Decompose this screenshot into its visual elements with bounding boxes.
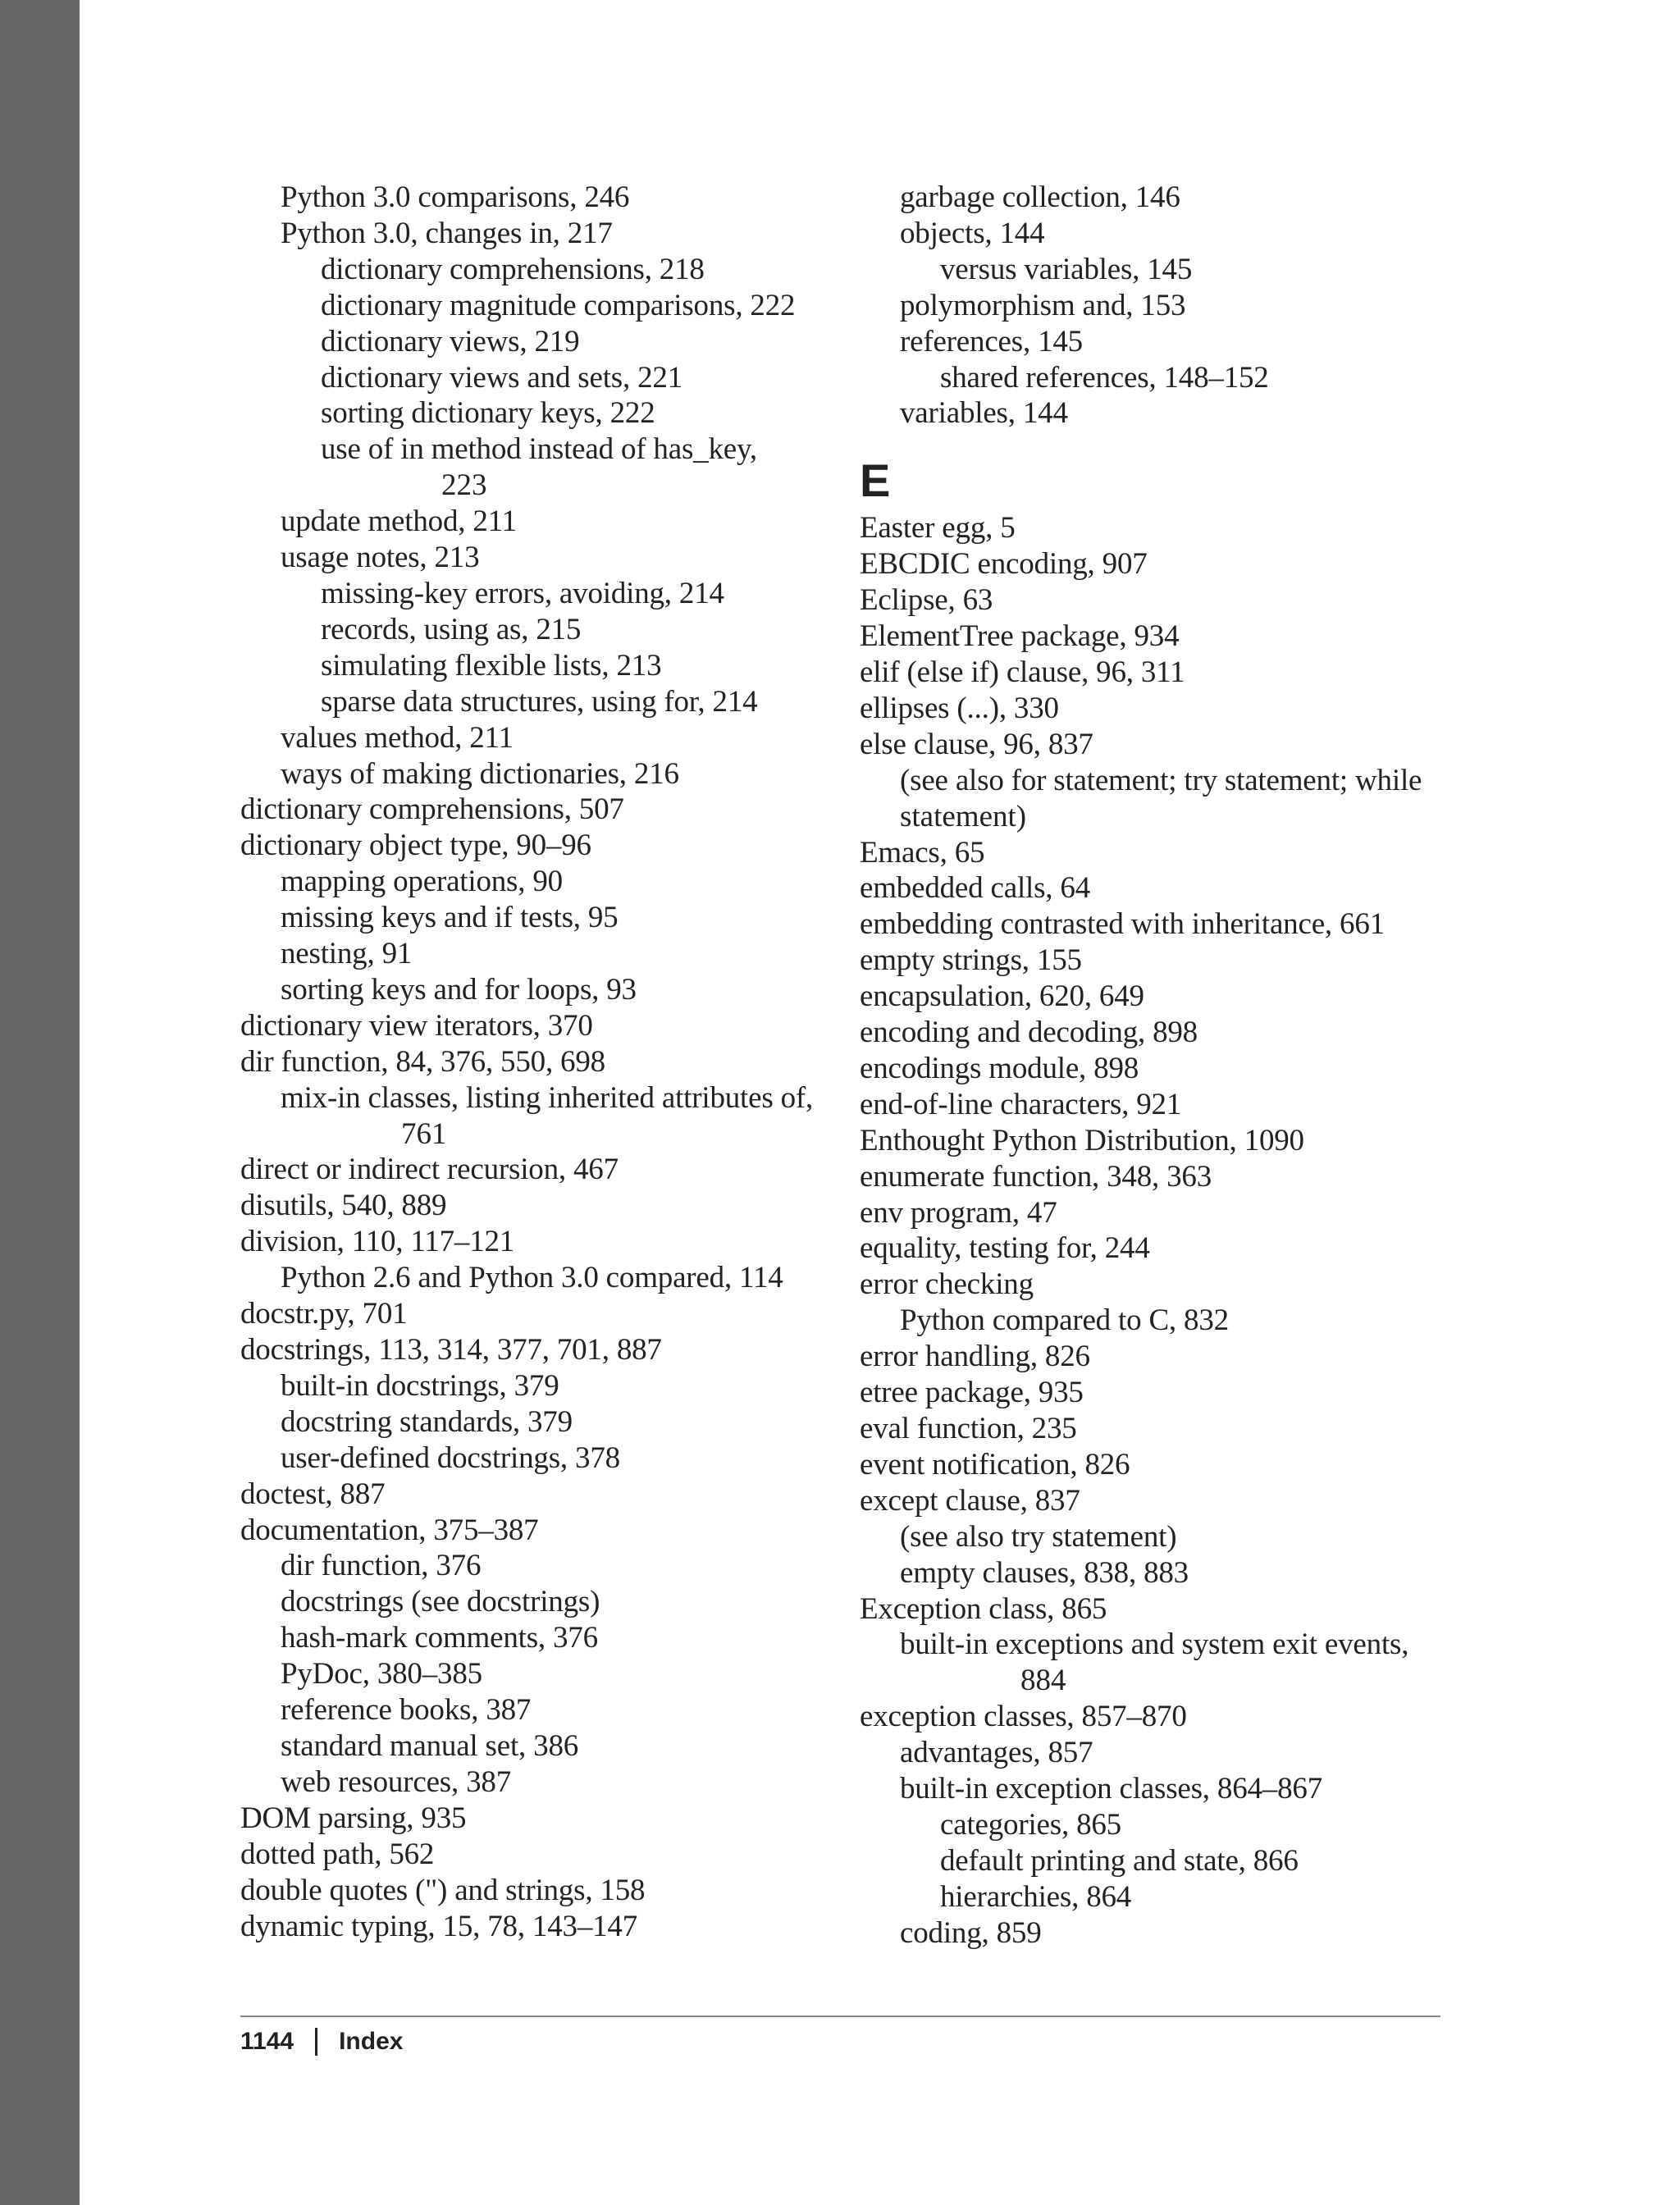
index-entry: dotted path, 562	[240, 1837, 435, 1871]
index-entry: ways of making dictionaries, 216	[281, 756, 679, 791]
index-entry: mix-in classes, listing inherited attributes of,	[281, 1080, 814, 1115]
index-entry: dynamic typing, 15, 78, 143–147	[240, 1909, 638, 1943]
index-entry: ElementTree package, 934	[860, 619, 1180, 654]
index-entry: Python 2.6 and Python 3.0 compared, 114	[281, 1261, 783, 1295]
index-entry: dir function, 376	[281, 1549, 482, 1583]
index-entry: web resources, 387	[281, 1764, 512, 1799]
index-entry: dictionary object type, 90–96	[240, 829, 591, 863]
index-entry: disutils, 540, 889	[240, 1189, 447, 1223]
index-entry: embedding contrasted with inheritance, 661	[860, 907, 1385, 942]
index-entry: values method, 211	[281, 720, 514, 755]
index-entry: EBCDIC encoding, 907	[860, 547, 1148, 582]
index-entry-continuation: 761	[401, 1116, 447, 1151]
index-entry-continuation: statement)	[900, 799, 1027, 833]
index-entry: DOM parsing, 935	[240, 1801, 467, 1835]
index-entry: PyDoc, 380–385	[281, 1657, 482, 1691]
index-entry: doctest, 887	[240, 1477, 386, 1511]
page-footer	[240, 2028, 403, 2056]
index-entry: dictionary comprehensions, 507	[240, 792, 624, 827]
index-entry: (see also for statement; try statement; while	[900, 763, 1422, 797]
index-entry: versus variables, 145	[940, 252, 1193, 286]
index-entry: categories, 865	[940, 1807, 1121, 1842]
index-entry: Enthought Python Distribution, 1090	[860, 1123, 1304, 1157]
index-entry: sorting dictionary keys, 222	[321, 396, 655, 431]
index-entry: error handling, 826	[860, 1340, 1090, 1374]
index-entry: docstrings, 113, 314, 377, 701, 887	[240, 1333, 662, 1367]
index-entry: missing-key errors, avoiding, 214	[321, 576, 724, 610]
index-entry: Python compared to C, 832	[900, 1303, 1229, 1338]
index-entry: coding, 859	[900, 1915, 1042, 1950]
index-entry: update method, 211	[281, 504, 517, 539]
index-entry: reference books, 387	[281, 1693, 532, 1728]
index-entry: ellipses (...), 330	[860, 691, 1059, 725]
index-entry: dictionary magnitude comparisons, 222	[321, 288, 796, 322]
index-entry: eval function, 235	[860, 1412, 1077, 1445]
index-entry: sparse data structures, using for, 214	[321, 684, 758, 719]
index-column-right	[860, 180, 1450, 1952]
footer-rule	[240, 2016, 1440, 2017]
index-entry: simulating flexible lists, 213	[321, 648, 662, 682]
index-entry: mapping operations, 90	[281, 865, 563, 899]
index-entry: empty strings, 155	[860, 943, 1082, 978]
index-entry: dictionary views and sets, 221	[321, 360, 682, 395]
index-entry: Eclipse, 63	[860, 583, 993, 618]
index-entry-continuation: 884	[1020, 1664, 1066, 1698]
index-entry: exception classes, 857–870	[860, 1700, 1187, 1734]
index-entry: built-in exceptions and system exit events,	[900, 1628, 1409, 1662]
index-entry: built-in exception classes, 864–867	[900, 1772, 1323, 1806]
index-entry: documentation, 375–387	[240, 1513, 539, 1547]
index-entry: docstring standards, 379	[281, 1404, 573, 1439]
footer-section-title: Index	[339, 2028, 404, 2055]
index-entry: use of in method instead of has_key,	[321, 432, 757, 467]
index-entry: event notification, 826	[860, 1447, 1130, 1481]
index-entry: dictionary comprehensions, 218	[321, 252, 705, 286]
index-entry: garbage collection, 146	[900, 180, 1180, 214]
index-entry: missing keys and if tests, 95	[281, 901, 619, 935]
index-entry: user-defined docstrings, 378	[281, 1440, 620, 1475]
index-entry: division, 110, 117–121	[240, 1225, 515, 1259]
index-entry: sorting keys and for loops, 93	[281, 972, 637, 1007]
index-entry: equality, testing for, 244	[860, 1231, 1150, 1266]
index-entry: end-of-line characters, 921	[860, 1087, 1182, 1121]
index-entry-continuation: 223	[441, 468, 487, 503]
index-entry: enumerate function, 348, 363	[860, 1159, 1212, 1194]
index-entry: records, using as, 215	[321, 612, 582, 646]
index-entry: built-in docstrings, 379	[281, 1368, 559, 1403]
index-entry: dictionary views, 219	[321, 324, 580, 358]
index-entry: else clause, 96, 837	[860, 727, 1093, 761]
page-number: 1144	[240, 2028, 294, 2055]
index-entry: standard manual set, 386	[281, 1728, 579, 1763]
index-group-e	[860, 510, 1450, 1951]
index-entry: hierarchies, 864	[940, 1879, 1132, 1914]
index-entry: double quotes (") and strings, 158	[240, 1873, 646, 1907]
index-entry: advantages, 857	[900, 1736, 1093, 1770]
index-entry: Easter egg, 5	[860, 511, 1016, 546]
index-entry: docstrings (see docstrings)	[281, 1585, 600, 1619]
index-entry: variables, 144	[900, 396, 1068, 431]
footer-separator	[315, 2028, 317, 2056]
index-entry: embedded calls, 64	[860, 871, 1091, 906]
index-entry: polymorphism and, 153	[900, 288, 1186, 322]
index-entry: dictionary view iterators, 370	[240, 1008, 593, 1043]
index-entry: env program, 47	[860, 1195, 1057, 1230]
index-entry: elif (else if) clause, 96, 311	[860, 655, 1185, 689]
index-entry: usage notes, 213	[281, 541, 480, 575]
index-entry: encodings module, 898	[860, 1051, 1139, 1085]
index-group-d-continued	[860, 180, 1450, 431]
index-entry: encapsulation, 620, 649	[860, 979, 1144, 1014]
index-entry: except clause, 837	[860, 1483, 1080, 1518]
index-entry: Exception class, 865	[860, 1591, 1107, 1626]
index-entry: encoding and decoding, 898	[860, 1016, 1198, 1050]
index-entry: error checking	[860, 1267, 1034, 1302]
index-entry: references, 145	[900, 324, 1083, 358]
index-entry: Python 3.0, changes in, 217	[281, 216, 613, 250]
index-entry: Emacs, 65	[860, 835, 985, 870]
index-entry: empty clauses, 838, 883	[900, 1555, 1189, 1590]
index-column-left	[240, 180, 880, 1944]
index-entry: Python 3.0 comparisons, 246	[281, 180, 630, 214]
index-entry: docstr.py, 701	[240, 1297, 408, 1331]
page-edge-bar	[0, 0, 80, 2205]
index-entry: shared references, 148–152	[940, 360, 1269, 395]
index-entry: etree package, 935	[860, 1376, 1084, 1410]
index-entry: default printing and state, 866	[940, 1843, 1299, 1878]
index-entry: objects, 144	[900, 216, 1045, 250]
index-entry: direct or indirect recursion, 467	[240, 1153, 619, 1187]
index-entry: (see also try statement)	[900, 1519, 1177, 1554]
index-entry: hash-mark comments, 376	[281, 1621, 598, 1655]
index-entry: dir function, 84, 376, 550, 698	[240, 1044, 605, 1079]
index-entry: nesting, 91	[281, 937, 413, 971]
section-letter-heading: E	[860, 454, 891, 507]
